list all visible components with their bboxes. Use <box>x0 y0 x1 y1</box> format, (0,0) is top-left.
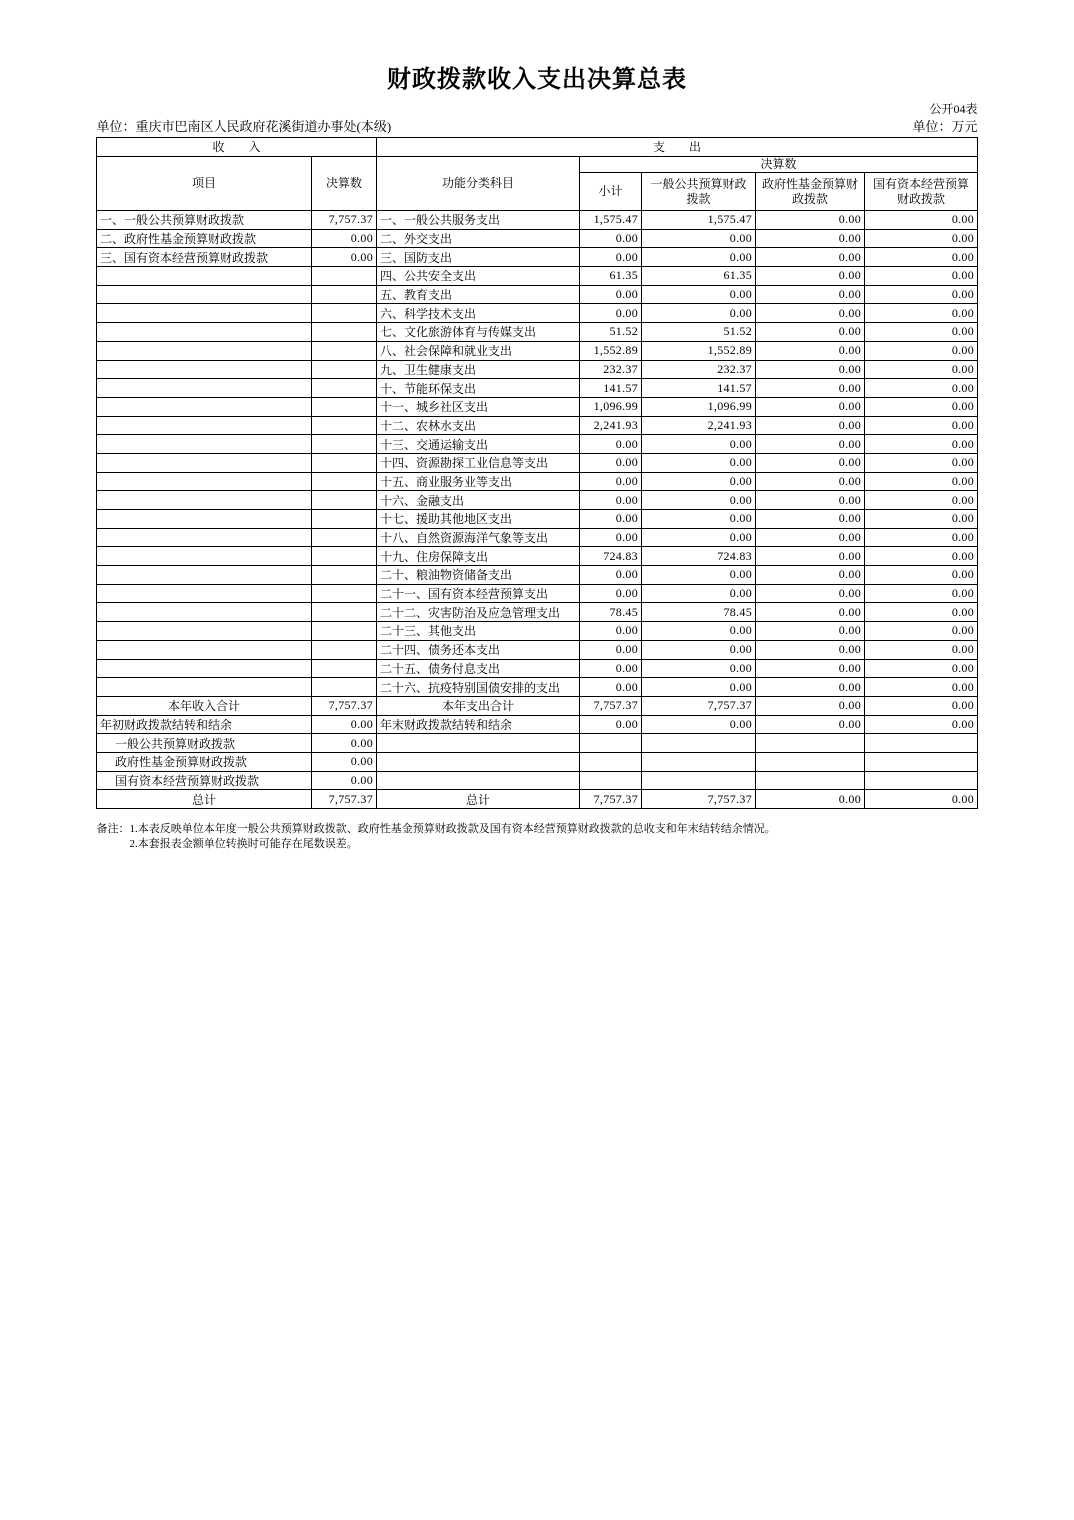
cell-subtotal: 7,757.37 <box>580 790 642 809</box>
footnote-line: 1.本表反映单位本年度一般公共预算财政拨款、政府性基金预算财政拨款及国有资本经营预算财政拨款的总收支和年末结转结余情况。 <box>129 823 776 835</box>
table-row <box>96 715 977 734</box>
cell-gov-fund: 0.00 <box>756 678 865 697</box>
cell-general: 1,552.89 <box>642 341 756 360</box>
unit-line <box>97 119 978 135</box>
header-state-capital-budget: 国有资本经营预算财政拨款 <box>865 173 978 211</box>
header-group-row <box>96 157 977 173</box>
cell-gov-fund: 0.00 <box>756 304 865 323</box>
cell-subtotal: 0.00 <box>580 491 642 510</box>
cell-income-value: 7,757.37 <box>311 790 376 809</box>
cell-income: 国有资本经营预算财政拨款 <box>96 771 311 790</box>
cell-state-capital: 0.00 <box>865 790 978 809</box>
cell-gov-fund: 0.00 <box>756 547 865 566</box>
cell-subtotal: 0.00 <box>580 472 642 491</box>
cell-income-value <box>311 566 376 585</box>
cell-gov-fund: 0.00 <box>756 341 865 360</box>
cell-gov-fund: 0.00 <box>756 622 865 641</box>
cell-income <box>96 622 311 641</box>
cell-general: 0.00 <box>642 453 756 472</box>
table-row <box>96 603 977 622</box>
table-row <box>96 640 977 659</box>
footnote-label: 备注： <box>96 823 130 835</box>
cell-general: 0.00 <box>642 285 756 304</box>
cell-gov-fund: 0.00 <box>756 248 865 267</box>
cell-income <box>96 416 311 435</box>
table-row <box>96 771 977 790</box>
cell-income: 政府性基金预算财政拨款 <box>96 752 311 771</box>
cell-income <box>96 472 311 491</box>
header-functional-category: 功能分类科目 <box>377 157 580 211</box>
header-income-section: 收 入 <box>96 138 376 157</box>
cell-gov-fund: 0.00 <box>756 453 865 472</box>
table-row <box>96 472 977 491</box>
cell-general: 0.00 <box>642 678 756 697</box>
table-row <box>96 678 977 697</box>
form-code: 公开04表 <box>929 102 978 116</box>
cell-income: 本年收入合计 <box>96 696 311 715</box>
cell-income <box>96 379 311 398</box>
cell-income <box>96 360 311 379</box>
cell-gov-fund: 0.00 <box>756 211 865 230</box>
cell-subtotal: 141.57 <box>580 379 642 398</box>
cell-gov-fund <box>756 752 865 771</box>
table-row <box>96 248 977 267</box>
cell-income-value <box>311 323 376 342</box>
cell-gov-fund: 0.00 <box>756 715 865 734</box>
cell-income-value <box>311 341 376 360</box>
cell-income-value <box>311 659 376 678</box>
cell-subtotal: 0.00 <box>580 435 642 454</box>
cell-state-capital: 0.00 <box>865 510 978 529</box>
cell-income-value <box>311 379 376 398</box>
cell-gov-fund: 0.00 <box>756 379 865 398</box>
cell-expense: 十九、住房保障支出 <box>377 547 580 566</box>
cell-subtotal: 0.00 <box>580 510 642 529</box>
cell-income <box>96 323 311 342</box>
cell-income-value: 7,757.37 <box>311 211 376 230</box>
cell-subtotal: 1,552.89 <box>580 341 642 360</box>
cell-income-value: 0.00 <box>311 734 376 753</box>
cell-general: 2,241.93 <box>642 416 756 435</box>
cell-income-value: 0.00 <box>311 715 376 734</box>
cell-income <box>96 640 311 659</box>
cell-expense <box>377 752 580 771</box>
cell-expense: 十四、资源勘探工业信息等支出 <box>377 453 580 472</box>
cell-income-value <box>311 304 376 323</box>
cell-general: 0.00 <box>642 715 756 734</box>
cell-subtotal <box>580 734 642 753</box>
header-section-row <box>96 138 977 157</box>
cell-general <box>642 734 756 753</box>
cell-gov-fund: 0.00 <box>756 584 865 603</box>
cell-income-value <box>311 510 376 529</box>
table-row <box>96 323 977 342</box>
cell-general: 7,757.37 <box>642 790 756 809</box>
cell-state-capital: 0.00 <box>865 622 978 641</box>
cell-income-value <box>311 584 376 603</box>
cell-subtotal: 61.35 <box>580 267 642 286</box>
cell-state-capital <box>865 771 978 790</box>
cell-income <box>96 341 311 360</box>
table-row <box>96 547 977 566</box>
cell-general: 7,757.37 <box>642 696 756 715</box>
cell-general: 78.45 <box>642 603 756 622</box>
cell-gov-fund <box>756 734 865 753</box>
cell-subtotal: 0.00 <box>580 659 642 678</box>
cell-general: 0.00 <box>642 229 756 248</box>
header-item: 项目 <box>96 157 311 211</box>
table-row <box>96 453 977 472</box>
cell-general: 51.52 <box>642 323 756 342</box>
cell-state-capital: 0.00 <box>865 453 978 472</box>
cell-state-capital: 0.00 <box>865 547 978 566</box>
cell-subtotal: 0.00 <box>580 285 642 304</box>
cell-gov-fund: 0.00 <box>756 285 865 304</box>
cell-state-capital: 0.00 <box>865 360 978 379</box>
cell-income: 二、政府性基金预算财政拨款 <box>96 229 311 248</box>
cell-gov-fund: 0.00 <box>756 435 865 454</box>
cell-income-value <box>311 416 376 435</box>
cell-subtotal: 0.00 <box>580 229 642 248</box>
cell-subtotal: 0.00 <box>580 453 642 472</box>
cell-state-capital <box>865 752 978 771</box>
cell-income <box>96 547 311 566</box>
cell-general: 1,096.99 <box>642 397 756 416</box>
cell-income <box>96 285 311 304</box>
cell-income <box>96 566 311 585</box>
cell-state-capital: 0.00 <box>865 528 978 547</box>
cell-state-capital: 0.00 <box>865 603 978 622</box>
cell-state-capital: 0.00 <box>865 323 978 342</box>
cell-general: 0.00 <box>642 472 756 491</box>
cell-expense: 四、公共安全支出 <box>377 267 580 286</box>
cell-expense <box>377 734 580 753</box>
cell-state-capital: 0.00 <box>865 304 978 323</box>
footnote-line: 2.本套报表金额单位转换时可能存在尾数误差。 <box>129 837 358 850</box>
table-row <box>96 416 977 435</box>
cell-expense: 二、外交支出 <box>377 229 580 248</box>
cell-subtotal: 2,241.93 <box>580 416 642 435</box>
cell-state-capital: 0.00 <box>865 397 978 416</box>
cell-expense: 十、节能环保支出 <box>377 379 580 398</box>
footnotes <box>97 822 978 852</box>
cell-subtotal: 0.00 <box>580 304 642 323</box>
cell-gov-fund: 0.00 <box>756 696 865 715</box>
table-row <box>96 659 977 678</box>
cell-expense: 二十二、灾害防治及应急管理支出 <box>377 603 580 622</box>
cell-income: 一、一般公共预算财政拨款 <box>96 211 311 230</box>
cell-expense: 总计 <box>377 790 580 809</box>
cell-subtotal: 51.52 <box>580 323 642 342</box>
cell-expense: 二十一、国有资本经营预算支出 <box>377 584 580 603</box>
cell-expense: 本年支出合计 <box>377 696 580 715</box>
cell-state-capital: 0.00 <box>865 678 978 697</box>
cell-general: 0.00 <box>642 584 756 603</box>
cell-expense: 十五、商业服务业等支出 <box>377 472 580 491</box>
cell-income <box>96 397 311 416</box>
cell-subtotal: 724.83 <box>580 547 642 566</box>
cell-subtotal: 0.00 <box>580 584 642 603</box>
cell-general: 0.00 <box>642 659 756 678</box>
cell-state-capital: 0.00 <box>865 211 978 230</box>
table-row <box>96 491 977 510</box>
final-accounts-table <box>96 137 978 809</box>
cell-gov-fund: 0.00 <box>756 267 865 286</box>
cell-income-value <box>311 285 376 304</box>
cell-subtotal: 1,096.99 <box>580 397 642 416</box>
cell-state-capital: 0.00 <box>865 696 978 715</box>
cell-subtotal: 78.45 <box>580 603 642 622</box>
cell-expense: 十二、农林水支出 <box>377 416 580 435</box>
cell-state-capital: 0.00 <box>865 267 978 286</box>
cell-income <box>96 603 311 622</box>
cell-general: 141.57 <box>642 379 756 398</box>
cell-income-value: 7,757.37 <box>311 696 376 715</box>
cell-state-capital: 0.00 <box>865 566 978 585</box>
cell-gov-fund: 0.00 <box>756 416 865 435</box>
cell-general: 0.00 <box>642 491 756 510</box>
cell-income <box>96 491 311 510</box>
table-row <box>96 379 977 398</box>
table-row <box>96 267 977 286</box>
cell-general: 0.00 <box>642 640 756 659</box>
cell-income: 总计 <box>96 790 311 809</box>
table-row <box>96 584 977 603</box>
cell-subtotal: 1,575.47 <box>580 211 642 230</box>
cell-gov-fund: 0.00 <box>756 528 865 547</box>
cell-income <box>96 304 311 323</box>
header-general-budget: 一般公共预算财政拨款 <box>642 173 756 211</box>
cell-expense: 十一、城乡社区支出 <box>377 397 580 416</box>
cell-expense: 八、社会保障和就业支出 <box>377 341 580 360</box>
cell-income-value <box>311 640 376 659</box>
cell-subtotal <box>580 752 642 771</box>
cell-income-value <box>311 622 376 641</box>
cell-state-capital: 0.00 <box>865 416 978 435</box>
cell-gov-fund: 0.00 <box>756 397 865 416</box>
cell-expense: 二十、粮油物资储备支出 <box>377 566 580 585</box>
cell-gov-fund: 0.00 <box>756 790 865 809</box>
cell-gov-fund: 0.00 <box>756 360 865 379</box>
cell-subtotal: 0.00 <box>580 566 642 585</box>
cell-state-capital: 0.00 <box>865 659 978 678</box>
cell-income <box>96 678 311 697</box>
cell-income-value: 0.00 <box>311 752 376 771</box>
table-row <box>96 790 977 809</box>
cell-subtotal: 0.00 <box>580 640 642 659</box>
cell-state-capital: 0.00 <box>865 715 978 734</box>
cell-gov-fund: 0.00 <box>756 229 865 248</box>
cell-state-capital: 0.00 <box>865 285 978 304</box>
cell-expense: 五、教育支出 <box>377 285 580 304</box>
table-row <box>96 211 977 230</box>
footnote-lines <box>130 822 978 852</box>
table-row <box>96 510 977 529</box>
cell-general <box>642 771 756 790</box>
cell-state-capital: 0.00 <box>865 640 978 659</box>
cell-subtotal: 7,757.37 <box>580 696 642 715</box>
cell-state-capital: 0.00 <box>865 584 978 603</box>
table-row <box>96 566 977 585</box>
cell-income-value: 0.00 <box>311 771 376 790</box>
table-row <box>96 734 977 753</box>
cell-state-capital: 0.00 <box>865 491 978 510</box>
header-expense-section: 支 出 <box>377 138 978 157</box>
cell-subtotal <box>580 771 642 790</box>
cell-general: 724.83 <box>642 547 756 566</box>
cell-gov-fund: 0.00 <box>756 510 865 529</box>
cell-income-value: 0.00 <box>311 229 376 248</box>
cell-subtotal: 0.00 <box>580 528 642 547</box>
cell-expense: 十八、自然资源海洋气象等支出 <box>377 528 580 547</box>
cell-expense: 九、卫生健康支出 <box>377 360 580 379</box>
cell-subtotal: 0.00 <box>580 678 642 697</box>
table-row <box>96 435 977 454</box>
cell-expense: 三、国防支出 <box>377 248 580 267</box>
cell-expense: 六、科学技术支出 <box>377 304 580 323</box>
cell-gov-fund: 0.00 <box>756 566 865 585</box>
cell-general: 1,575.47 <box>642 211 756 230</box>
cell-income: 年初财政拨款结转和结余 <box>96 715 311 734</box>
cell-gov-fund: 0.00 <box>756 491 865 510</box>
cell-general: 0.00 <box>642 510 756 529</box>
table-row <box>96 528 977 547</box>
cell-income-value <box>311 491 376 510</box>
header-final-group: 决算数 <box>580 157 978 173</box>
unit-measure: 单位：万元 <box>912 119 978 134</box>
cell-income <box>96 453 311 472</box>
cell-expense: 二十五、债务付息支出 <box>377 659 580 678</box>
cell-expense: 十三、交通运输支出 <box>377 435 580 454</box>
cell-income <box>96 267 311 286</box>
cell-expense: 十六、金融支出 <box>377 491 580 510</box>
cell-income-value <box>311 472 376 491</box>
cell-general: 0.00 <box>642 248 756 267</box>
cell-expense: 二十六、抗疫特别国债安排的支出 <box>377 678 580 697</box>
cell-income-value <box>311 453 376 472</box>
table-row <box>96 752 977 771</box>
cell-general: 0.00 <box>642 622 756 641</box>
cell-income-value <box>311 528 376 547</box>
cell-income-value <box>311 360 376 379</box>
cell-subtotal: 0.00 <box>580 248 642 267</box>
cell-income <box>96 584 311 603</box>
cell-income: 一般公共预算财政拨款 <box>96 734 311 753</box>
unit-name: 单位：重庆市巴南区人民政府花溪街道办事处(本级) <box>96 119 392 134</box>
cell-gov-fund: 0.00 <box>756 603 865 622</box>
cell-general: 0.00 <box>642 304 756 323</box>
table-row <box>96 229 977 248</box>
cell-state-capital: 0.00 <box>865 229 978 248</box>
table-row <box>96 696 977 715</box>
cell-state-capital: 0.00 <box>865 341 978 360</box>
meta-block <box>97 102 978 135</box>
cell-gov-fund <box>756 771 865 790</box>
cell-income <box>96 510 311 529</box>
cell-expense: 一、一般公共服务支出 <box>377 211 580 230</box>
cell-income-value <box>311 547 376 566</box>
cell-expense: 二十三、其他支出 <box>377 622 580 641</box>
cell-gov-fund: 0.00 <box>756 472 865 491</box>
header-final-amount: 决算数 <box>311 157 376 211</box>
cell-subtotal: 232.37 <box>580 360 642 379</box>
cell-general: 0.00 <box>642 566 756 585</box>
cell-expense <box>377 771 580 790</box>
cell-general: 232.37 <box>642 360 756 379</box>
table-row <box>96 397 977 416</box>
table-row <box>96 622 977 641</box>
table-row <box>96 360 977 379</box>
cell-income <box>96 528 311 547</box>
cell-income-value <box>311 397 376 416</box>
cell-state-capital: 0.00 <box>865 435 978 454</box>
cell-gov-fund: 0.00 <box>756 323 865 342</box>
cell-expense: 十七、援助其他地区支出 <box>377 510 580 529</box>
table-row <box>96 304 977 323</box>
cell-state-capital: 0.00 <box>865 472 978 491</box>
cell-general <box>642 752 756 771</box>
cell-income-value <box>311 603 376 622</box>
cell-expense: 二十四、债务还本支出 <box>377 640 580 659</box>
table-row <box>96 285 977 304</box>
cell-general: 0.00 <box>642 435 756 454</box>
cell-state-capital: 0.00 <box>865 379 978 398</box>
cell-general: 0.00 <box>642 528 756 547</box>
header-gov-fund-budget: 政府性基金预算财政拨款 <box>756 173 865 211</box>
header-subtotal: 小计 <box>580 173 642 211</box>
cell-expense: 七、文化旅游体育与传媒支出 <box>377 323 580 342</box>
cell-income-value <box>311 678 376 697</box>
cell-income-value: 0.00 <box>311 248 376 267</box>
table-header <box>96 138 977 211</box>
cell-gov-fund: 0.00 <box>756 640 865 659</box>
cell-income-value <box>311 435 376 454</box>
cell-subtotal: 0.00 <box>580 622 642 641</box>
cell-income <box>96 659 311 678</box>
cell-income-value <box>311 267 376 286</box>
table-row <box>96 341 977 360</box>
cell-state-capital: 0.00 <box>865 248 978 267</box>
cell-subtotal: 0.00 <box>580 715 642 734</box>
cell-income <box>96 435 311 454</box>
cell-expense: 年末财政拨款结转和结余 <box>377 715 580 734</box>
table-body <box>96 211 977 809</box>
page-title: 财政拨款收入支出决算总表 <box>387 67 687 93</box>
cell-state-capital <box>865 734 978 753</box>
cell-income: 三、国有资本经营预算财政拨款 <box>96 248 311 267</box>
cell-gov-fund: 0.00 <box>756 659 865 678</box>
cell-general: 61.35 <box>642 267 756 286</box>
